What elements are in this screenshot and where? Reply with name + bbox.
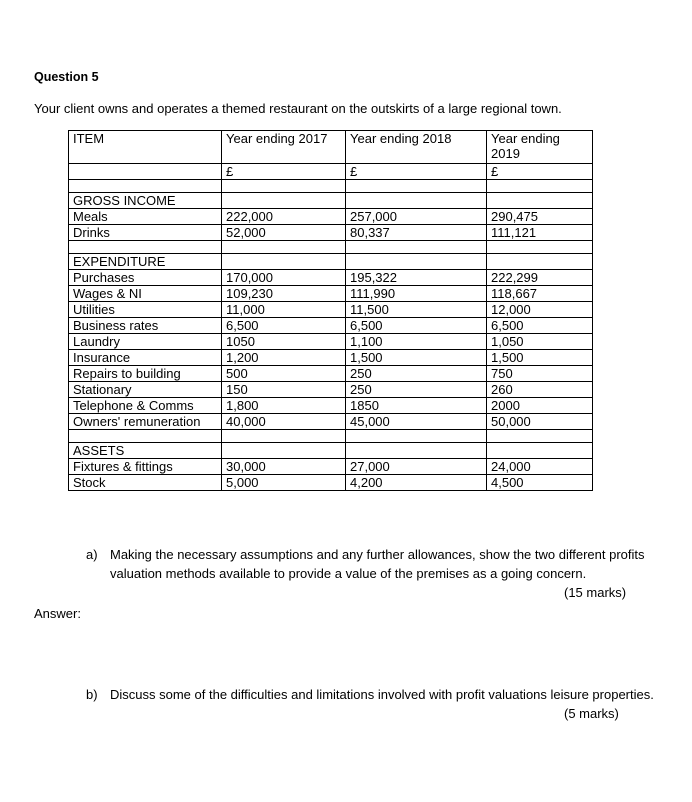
table-cell: EXPENDITURE (69, 254, 222, 270)
table-spacer-row (69, 241, 593, 254)
table-cell: Repairs to building (69, 366, 222, 382)
table-cell: 222,000 (222, 209, 346, 225)
table-cell (69, 164, 222, 180)
table-cell: 4,200 (346, 475, 487, 491)
table-cell (346, 193, 487, 209)
question-a-text: Making the necessary assumptions and any further allowances, show the two different profits valuation methods available to provide a value of the premises as a going concern. (110, 547, 645, 581)
table-cell: Laundry (69, 334, 222, 350)
table-cell: £ (222, 164, 346, 180)
table-cell: 118,667 (487, 286, 593, 302)
table-cell: 750 (487, 366, 593, 382)
table-cell: Insurance (69, 350, 222, 366)
table-spacer-row (69, 430, 593, 443)
table-cell: Stock (69, 475, 222, 491)
table-row (69, 475, 593, 491)
table-cell: Year ending 2019 (487, 131, 593, 164)
table-row (69, 286, 593, 302)
table-cell: 52,000 (222, 225, 346, 241)
table-cell (222, 430, 346, 443)
table-cell: Stationary (69, 382, 222, 398)
table-cell: 11,000 (222, 302, 346, 318)
table-row (69, 302, 593, 318)
question-intro: Your client owns and operates a themed restaurant on the outskirts of a large regional town. (34, 101, 562, 116)
table-cell: Year ending 2017 (222, 131, 346, 164)
table-cell (222, 180, 346, 193)
table-cell: 1,500 (487, 350, 593, 366)
table-cell: 222,299 (487, 270, 593, 286)
table-cell: 290,475 (487, 209, 593, 225)
table-cell (346, 443, 487, 459)
table-cell (222, 193, 346, 209)
table-cell: 1,500 (346, 350, 487, 366)
table-section-heading (69, 254, 593, 270)
table-cell: 257,000 (346, 209, 487, 225)
table-cell (487, 180, 593, 193)
table-cell: 80,337 (346, 225, 487, 241)
table-cell: ASSETS (69, 443, 222, 459)
table-cell (487, 241, 593, 254)
table-cell: Owners' remuneration (69, 414, 222, 430)
table-cell: 195,322 (346, 270, 487, 286)
question-a-label: a) (86, 547, 98, 562)
table-cell: 111,990 (346, 286, 487, 302)
table-cell: 260 (487, 382, 593, 398)
table-cell: 6,500 (222, 318, 346, 334)
table-cell: 2000 (487, 398, 593, 414)
table-row (69, 270, 593, 286)
table-cell: 111,121 (487, 225, 593, 241)
table-cell: 6,500 (346, 318, 487, 334)
table-cell: 109,230 (222, 286, 346, 302)
table-cell: £ (346, 164, 487, 180)
table-section-heading (69, 193, 593, 209)
table-cell: 250 (346, 366, 487, 382)
table-cell: £ (487, 164, 593, 180)
table-cell (69, 180, 222, 193)
table-cell: Wages & NI (69, 286, 222, 302)
table-cell (69, 241, 222, 254)
table-cell: 24,000 (487, 459, 593, 475)
question-b-text: Discuss some of the difficulties and limitations involved with profit valuations leisure properties. (110, 687, 654, 702)
table-cell (69, 430, 222, 443)
table-cell (487, 254, 593, 270)
table-cell: Drinks (69, 225, 222, 241)
question-b-marks: (5 marks) (564, 706, 619, 721)
answer-label: Answer: (34, 606, 81, 621)
table-cell: Year ending 2018 (346, 131, 487, 164)
table-cell: 150 (222, 382, 346, 398)
table-cell (346, 430, 487, 443)
table-cell (346, 180, 487, 193)
table-cell: 500 (222, 366, 346, 382)
table-cell: 1,200 (222, 350, 346, 366)
table-cell: 30,000 (222, 459, 346, 475)
table-cell: 50,000 (487, 414, 593, 430)
table-row (69, 414, 593, 430)
table-cell: Purchases (69, 270, 222, 286)
table-cell: 1050 (222, 334, 346, 350)
table-row (69, 209, 593, 225)
table-cell: Telephone & Comms (69, 398, 222, 414)
table-cell: Fixtures & fittings (69, 459, 222, 475)
table-cell (346, 254, 487, 270)
table-row (69, 350, 593, 366)
table-cell: 5,000 (222, 475, 346, 491)
table-cell: 4,500 (487, 475, 593, 491)
table-row (69, 382, 593, 398)
table-cell: 12,000 (487, 302, 593, 318)
table-cell: Business rates (69, 318, 222, 334)
table-cell: 1,800 (222, 398, 346, 414)
table-cell: 45,000 (346, 414, 487, 430)
table-cell: 6,500 (487, 318, 593, 334)
question-title: Question 5 (34, 70, 99, 84)
table-cell: GROSS INCOME (69, 193, 222, 209)
table-cell: 250 (346, 382, 487, 398)
table-row (69, 334, 593, 350)
table-cell: Meals (69, 209, 222, 225)
table-row (69, 318, 593, 334)
table-cell: 1,050 (487, 334, 593, 350)
financial-table (68, 130, 593, 491)
table-cell: 40,000 (222, 414, 346, 430)
table-cell: 27,000 (346, 459, 487, 475)
table-cell (487, 193, 593, 209)
table-row (69, 366, 593, 382)
table-row (69, 459, 593, 475)
table-cell (222, 241, 346, 254)
table-spacer-row (69, 180, 593, 193)
table-cell (222, 443, 346, 459)
table-cell: Utilities (69, 302, 222, 318)
table-cell: 1850 (346, 398, 487, 414)
question-b-label: b) (86, 687, 98, 702)
table-cell: 11,500 (346, 302, 487, 318)
table-cell (346, 241, 487, 254)
question-a-marks: (15 marks) (564, 585, 627, 600)
table-cell (487, 430, 593, 443)
table-cell: ITEM (69, 131, 222, 164)
table-header-row (69, 131, 593, 164)
table-section-heading (69, 443, 593, 459)
table-currency-row (69, 164, 593, 180)
table-cell (487, 443, 593, 459)
table-row (69, 398, 593, 414)
table-cell: 1,100 (346, 334, 487, 350)
table-row (69, 225, 593, 241)
table-cell (222, 254, 346, 270)
table-cell: 170,000 (222, 270, 346, 286)
